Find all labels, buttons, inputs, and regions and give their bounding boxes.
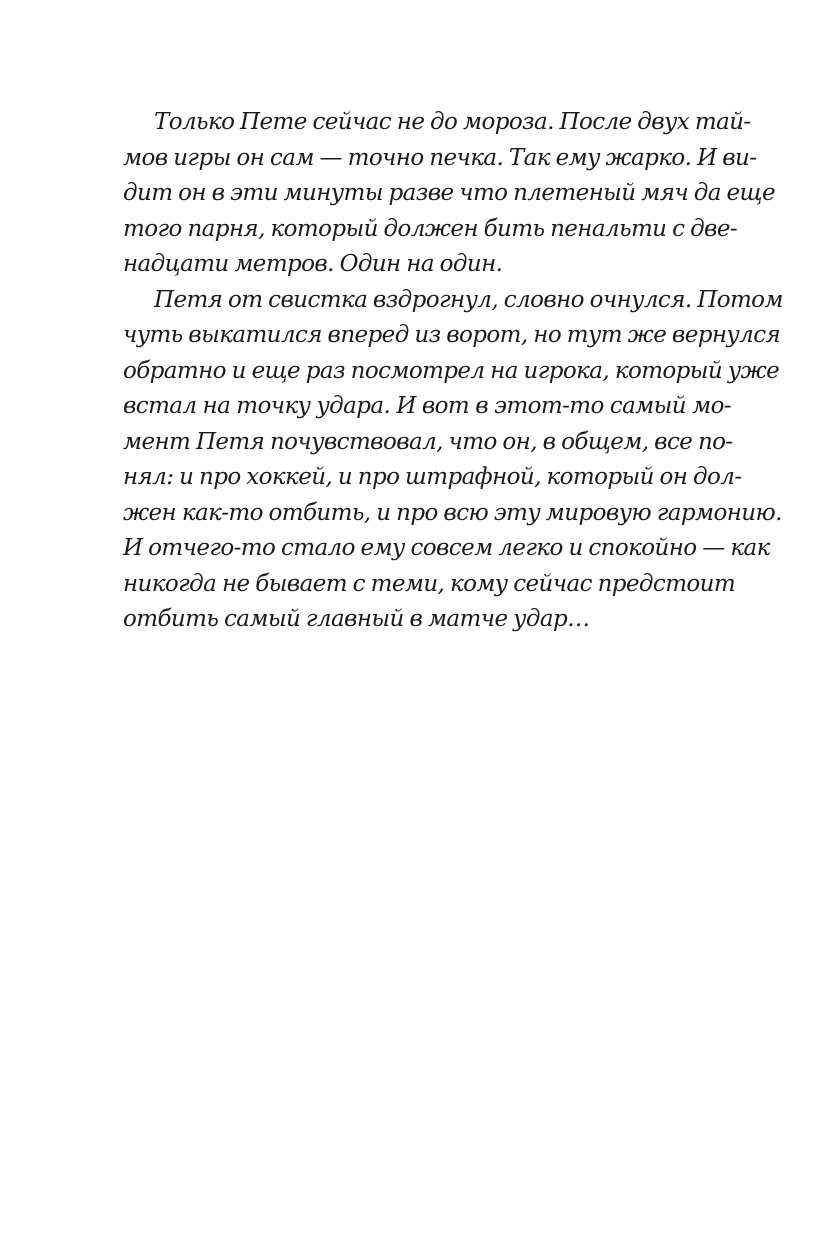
text-line: того парня, который должен бить пенальти с две- [123, 215, 738, 242]
text-line: Петя от свистка вздрогнул, словно очнулся. Потом [154, 286, 783, 313]
paragraph-2 [123, 283, 783, 638]
body-text [123, 105, 783, 638]
paragraph-1 [123, 105, 775, 283]
text-line: Только Пете сейчас не до мороза. После двух тай- [154, 109, 751, 135]
text-line: никогда не бывает с теми, кому сейчас предстоит [123, 570, 736, 597]
text-line: надцати метров. Один на один. [123, 251, 503, 277]
text-line: дит он в эти минуты разве что плетеный мяч да еще [123, 180, 775, 206]
text-line: мов игры он сам — точно печка. Так ему жарко. И ви- [123, 144, 757, 171]
text-line: отбить самый главный в матче удар… [123, 606, 590, 632]
text-line: чуть выкатился вперед из ворот, но тут же вернулся [123, 322, 781, 348]
text-line: обратно и еще раз посмотрел на игрока, который уже [123, 357, 780, 384]
text-line: нял: и про хоккей, и про штрафной, который он дол- [123, 464, 742, 490]
text-line: встал на точку удара. И вот в этот-то самый мо- [123, 393, 731, 419]
text-line: И отчего-то стало ему совсем легко и спокойно — как [123, 535, 770, 561]
text-line: жен как-то отбить, и про всю эту мировую гармонию. [123, 499, 782, 526]
text-line: мент Петя почувствовал, что он, в общем, все по- [123, 428, 733, 455]
